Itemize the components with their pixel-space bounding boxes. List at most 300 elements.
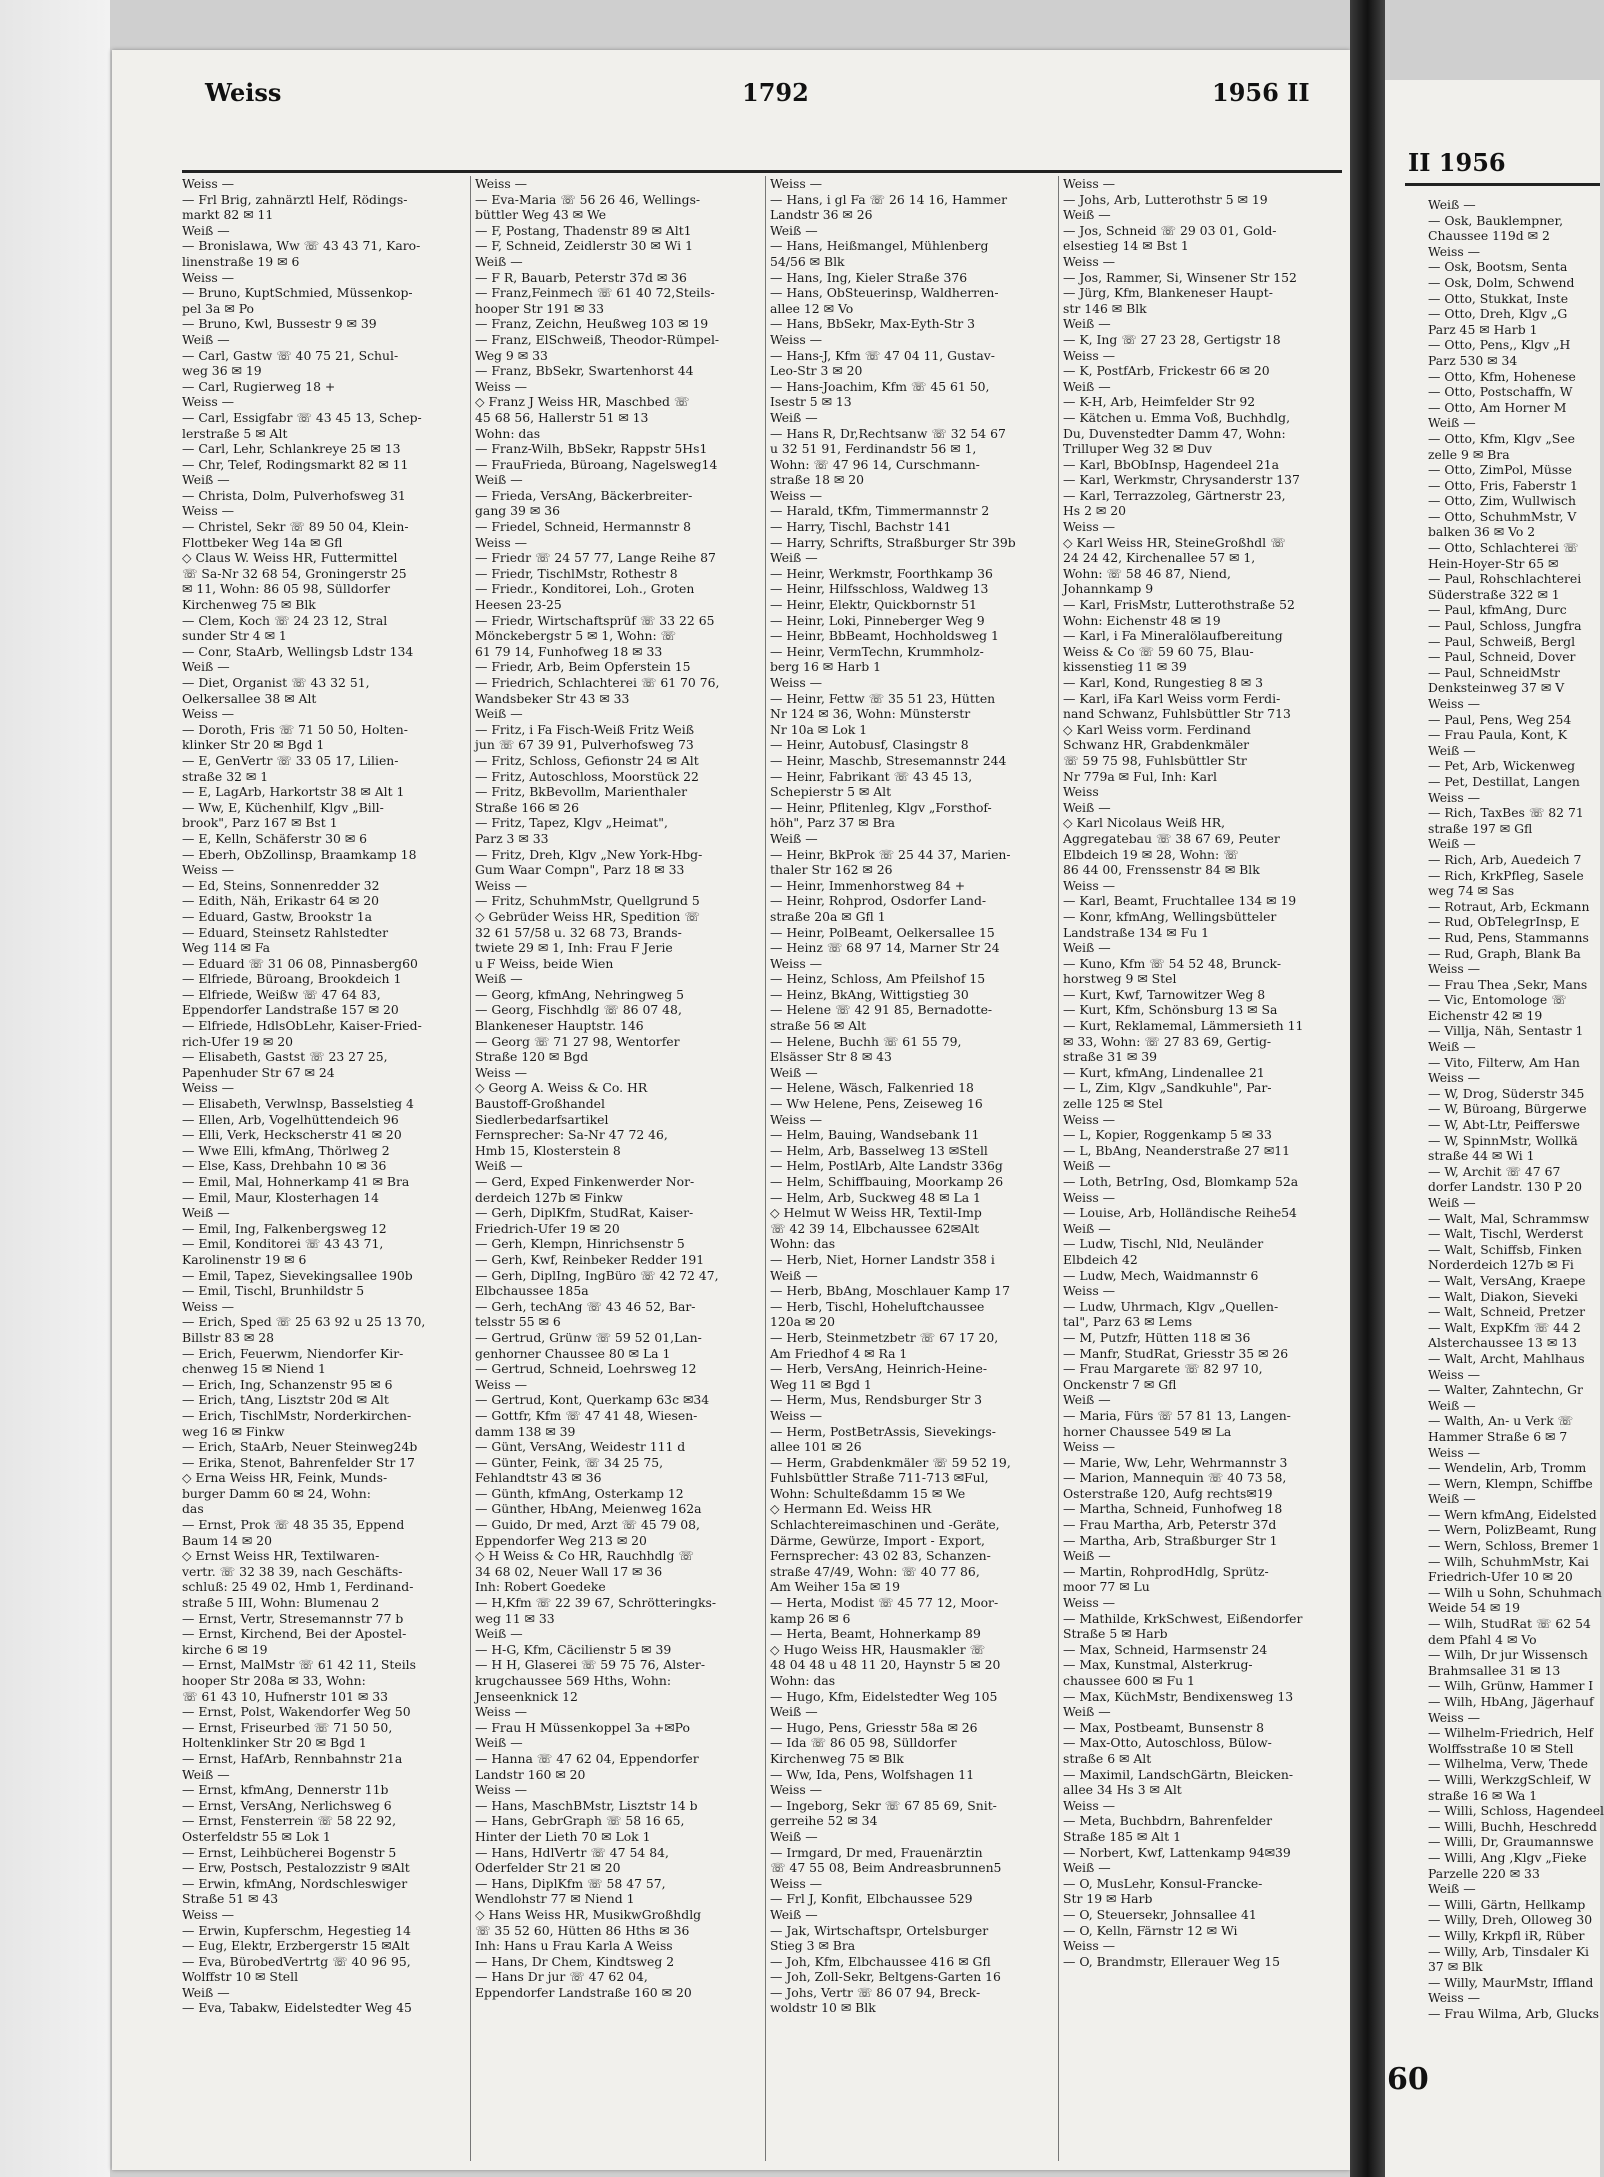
directory-entry-line: — Friedrich, Schlachterei ☏ 61 70 76, xyxy=(475,675,720,690)
directory-entry-line: — Walth, An- u Verk ☏ xyxy=(1428,1413,1574,1429)
directory-entry-line: — Walt, Schneid, Pretzer xyxy=(1428,1304,1586,1320)
directory-entry-line: — Eduard, Steinsetz Rahlstedter xyxy=(182,924,389,940)
directory-entry-line: — Fritz, BkBevollm, Marienthaler xyxy=(475,784,688,800)
directory-entry-line: — Elisabeth, Gastst ☏ 23 27 25, xyxy=(182,1049,388,1065)
directory-entry-line: allee 101 ✉ 26 xyxy=(770,1439,862,1455)
directory-entry-line: — Helm, PostlArb, Alte Landstr 336g xyxy=(770,1158,1003,1174)
directory-entry-line: Weiss — xyxy=(475,1782,528,1798)
directory-entry-line: — Otto, Zim, Wullwisch xyxy=(1428,493,1576,509)
directory-entry-line: Weiß — xyxy=(1063,1220,1111,1236)
directory-entry-line: Schlachtereimaschinen und -Geräte, xyxy=(770,1517,1000,1533)
directory-entry-line: — Max, KüchMstr, Bendixensweg 13 xyxy=(1063,1688,1294,1704)
directory-entry-line: Weiß — xyxy=(1428,197,1476,212)
directory-entry-line: elsestieg 14 ✉ Bst 1 xyxy=(1063,238,1189,254)
directory-entry-line: — Helene, Wäsch, Falkenried 18 xyxy=(770,1080,974,1096)
directory-entry-line: Weiss — xyxy=(770,176,823,191)
directory-entry-line: — L, Kopier, Roggenkamp 5 ✉ 33 xyxy=(1063,1127,1272,1143)
directory-entry-line: Weiss — xyxy=(770,675,823,690)
directory-entry-line: — Wilh, StudRat ☏ 62 54 xyxy=(1428,1616,1591,1632)
directory-entry-line: — Osk, Bootsm, Senta xyxy=(1428,259,1568,275)
directory-entry-line: — L, BbAng, Neanderstraße 27 ✉11 xyxy=(1063,1142,1290,1158)
directory-entry-line: — Ernst, Prok ☏ 48 35 35, Eppend xyxy=(182,1517,405,1533)
directory-entry-line: — Karl, i Fa Mineralölaufbereitung xyxy=(1063,628,1283,644)
directory-entry-line: — Villja, Näh, Sentastr 1 xyxy=(1428,1023,1584,1039)
directory-entry-line: — Willy, Krkpfl iR, Rüber xyxy=(1428,1927,1585,1943)
directory-entry-line: Baum 14 ✉ 20 xyxy=(182,1532,272,1548)
directory-entry-line: Weiß — xyxy=(182,331,230,347)
directory-entry-line: weg 36 ✉ 19 xyxy=(182,363,262,379)
directory-entry-line: — Paul, Pens, Weg 254 xyxy=(1428,711,1572,727)
directory-entry-line: — Edith, Näh, Erikastr 64 ✉ 20 xyxy=(182,893,380,909)
directory-entry-line: — K, Ing ☏ 27 23 28, Gertigstr 18 xyxy=(1063,331,1281,347)
directory-entry-line: — Erwin, kfmAng, Nordschleswiger xyxy=(182,1875,408,1891)
directory-entry-line: — Walt, Mal, Schrammsw xyxy=(1428,1210,1590,1226)
directory-entry-line: Weiss — xyxy=(1063,877,1116,893)
directory-entry-line: — Günter, Feink, ☏ 34 25 75, xyxy=(475,1454,664,1470)
directory-entry-line: — Johs, Arb, Lutterothstr 5 ✉ 19 xyxy=(1063,191,1268,207)
directory-entry-line: — Heinr, Werkmstr, Foorthkamp 36 xyxy=(770,565,993,581)
directory-entry-line: allee 12 ✉ Vo xyxy=(770,300,854,316)
directory-entry-line: ✉ 11, Wohn: 86 05 98, Sülldorfer xyxy=(182,581,390,597)
directory-entry-line: Därme, Gewürze, Import - Export, xyxy=(770,1532,985,1548)
directory-entry-line: — Johs, Vertr ☏ 86 07 94, Breck- xyxy=(770,1984,981,2000)
directory-entry-line: — Heinr, Rohprod, Osdorfer Land- xyxy=(770,893,987,909)
directory-entry-line: — Irmgard, Dr med, Frauenärztin xyxy=(770,1844,983,1860)
directory-entry-line: Weiß — xyxy=(1428,1039,1476,1055)
directory-entry-line: — Otto, Postschaffn, W xyxy=(1428,384,1573,400)
directory-entry-line: Weiß — xyxy=(1063,1860,1111,1876)
directory-entry-line: — Ernst, HafArb, Rennbahnstr 21a xyxy=(182,1750,403,1766)
directory-entry-line: berg 16 ✉ Harb 1 xyxy=(770,659,881,675)
directory-entry-line: — Heinz ☏ 68 97 14, Marner Str 24 xyxy=(770,940,1000,956)
directory-entry-line: — Erich, TischlMstr, Norderkirchen- xyxy=(182,1407,412,1423)
directory-entry-line: — Heinr, Immenhorstweg 84 + xyxy=(770,877,966,893)
directory-entry-line: — Hans, ObSteuerinsp, Waldherren- xyxy=(770,285,999,301)
directory-entry-line: — Wilh, Grünw, Hammer I xyxy=(1428,1678,1594,1694)
directory-entry-line: Wohn: ☏ 47 96 14, Curschmann- xyxy=(770,456,980,472)
directory-entry-line: — Walt, Archt, Mahlhaus xyxy=(1428,1350,1585,1366)
directory-entry-line: Weiss — xyxy=(1063,1938,1116,1954)
directory-entry-line: — Hans, MaschBMstr, Lisztstr 14 b xyxy=(475,1797,698,1813)
directory-entry-line: — Franz, ElSchweiß, Theodor-Rümpel- xyxy=(475,331,720,347)
directory-entry-line: — Manfr, StudRat, Griesstr 35 ✉ 26 xyxy=(1063,1345,1289,1361)
directory-entry-line: Weiss — xyxy=(475,1376,528,1392)
directory-entry-line: — Harry, Schrifts, Straßburger Str 39b xyxy=(770,534,1016,550)
directory-entry-line: — Elfriede, HdlsObLehr, Kaiser-Fried- xyxy=(182,1018,422,1034)
directory-entry-line: — Karl, Beamt, Fruchtallee 134 ✉ 19 xyxy=(1063,893,1297,909)
directory-entry-line: Weiß — xyxy=(182,1205,230,1221)
directory-entry-line: Elbchaussee 185a xyxy=(475,1283,589,1299)
directory-entry-line: — Marie, Ww, Lehr, Wehrmannstr 3 xyxy=(1063,1454,1288,1470)
directory-entry-line: Holtenklinker Str 20 ✉ Bgd 1 xyxy=(182,1735,367,1751)
directory-entry-line: — Hugo, Pens, Griesstr 58a ✉ 26 xyxy=(770,1719,978,1735)
directory-entry-line: — Willy, Dreh, Olloweg 30 xyxy=(1428,1912,1593,1928)
directory-entry-line: — Erwin, Kupferschm, Hegestieg 14 xyxy=(182,1922,412,1938)
directory-entry-line: — Osk, Dolm, Schwend xyxy=(1428,274,1575,290)
directory-entry-line: Weiss xyxy=(1063,784,1099,800)
directory-entry-line: Weiss — xyxy=(475,176,528,191)
directory-entry-line: — Kätchen u. Emma Voß, Buchhdlg, xyxy=(1063,409,1291,425)
directory-entry-line: straße 5 III, Wohn: Blumenau 2 xyxy=(182,1595,380,1611)
directory-entry-line: — Osk, Bauklempner, xyxy=(1428,212,1564,228)
directory-entry-line: — Wendelin, Arb, Tromm xyxy=(1428,1460,1587,1476)
directory-entry-line: — Fritz, SchuhmMstr, Quellgrund 5 xyxy=(475,893,700,909)
directory-entry-line: Eichenstr 42 ✉ 19 xyxy=(1428,1007,1543,1023)
directory-entry-line: Weiss — xyxy=(1063,1111,1116,1127)
directory-entry-line: — Helene, Buchh ☏ 61 55 79, xyxy=(770,1033,962,1049)
directory-entry-line: — Ernst, Leihbücherei Bogenstr 5 xyxy=(182,1844,397,1860)
directory-entry-line: — K, PostfArb, Frickestr 66 ✉ 20 xyxy=(1063,363,1270,379)
directory-entry-line: — Eva-Maria ☏ 56 26 46, Wellings- xyxy=(475,191,701,207)
directory-entry-line: — Christa, Dolm, Pulverhofsweg 31 xyxy=(182,487,406,503)
directory-entry-line: horstweg 9 ✉ Stel xyxy=(1063,971,1177,987)
directory-entry-line: — Paul, Rohschlachterei xyxy=(1428,571,1582,587)
directory-entry-line: Weiß — xyxy=(475,706,523,722)
directory-entry-line: Weiß — xyxy=(770,1906,818,1922)
directory-entry-line: Weiß — xyxy=(475,971,523,987)
directory-entry-line: Osterstraße 120, Aufg rechts✉19 xyxy=(1063,1485,1273,1501)
directory-entry-line: 54/56 ✉ Blk xyxy=(770,253,845,269)
directory-entry-line: — Heinr, Maschb, Stresemannstr 244 xyxy=(770,752,1007,768)
directory-entry-line: — Willy, MaurMstr, Iffland xyxy=(1428,1974,1594,1990)
directory-entry-line: — Wilh, SchuhmMstr, Kai xyxy=(1428,1553,1589,1569)
directory-entry-line: — Friedel, Schneid, Hermannstr 8 xyxy=(475,519,691,535)
directory-entry-line: 45 68 56, Hallerstr 51 ✉ 13 xyxy=(475,409,649,425)
directory-entry-line: — Karl, Kond, Rungestieg 8 ✉ 3 xyxy=(1063,675,1263,690)
directory-entry-line: Hmb 15, Klosterstein 8 xyxy=(475,1142,621,1158)
directory-entry-line: weg 16 ✉ Finkw xyxy=(182,1423,285,1439)
directory-entry-line: — Erich, tAng, Lisztstr 20d ✉ Alt xyxy=(182,1392,389,1408)
directory-entry-line: Weiss — xyxy=(1428,961,1481,977)
directory-entry-line: Straße 185 ✉ Alt 1 xyxy=(1063,1828,1181,1844)
directory-entry-line: — Martha, Arb, Straßburger Str 1 xyxy=(1063,1532,1278,1548)
directory-entry-line: Kirchenweg 75 ✉ Blk xyxy=(182,597,316,613)
directory-entry-line: Weiß — xyxy=(770,222,818,238)
directory-entry-line: Friedrich-Ufer 10 ✉ 20 xyxy=(1428,1569,1573,1585)
running-head-year: 1956 II xyxy=(1212,78,1310,107)
directory-entry-line: Wendlohstr 77 ✉ Niend 1 xyxy=(475,1891,635,1907)
directory-entry-line: — Karl, Werkmstr, Chrysanderstr 137 xyxy=(1063,472,1300,488)
directory-entry-line: — Georg, Fischhdlg ☏ 86 07 48, xyxy=(475,1002,682,1018)
directory-entry-line: — Clem, Koch ☏ 24 23 12, Stral xyxy=(182,612,388,628)
directory-entry-line: — Pet, Arb, Wickenweg xyxy=(1428,758,1576,774)
directory-entry-line: Weiß — xyxy=(475,1735,523,1751)
directory-entry-line: damm 138 ✉ 39 xyxy=(475,1423,576,1439)
directory-entry-line: Weiß — xyxy=(1428,415,1476,431)
directory-entry-line: — Ww Helene, Pens, Zeiseweg 16 xyxy=(770,1096,983,1112)
directory-entry-line: Am Weiher 15a ✉ 19 xyxy=(770,1579,901,1595)
directory-entry-line: — Otto, Am Horner M xyxy=(1428,399,1567,415)
directory-entry-line: tal", Parz 63 ✉ Lems xyxy=(1063,1314,1193,1330)
directory-entry-line: ◇ Ernst Weiss HR, Textilwaren- xyxy=(182,1548,380,1564)
directory-entry-line: — Carl, Lehr, Schlankreye 25 ✉ 13 xyxy=(182,441,401,457)
column-divider xyxy=(765,176,766,2161)
directory-entry-line: — Fritz, Tapez, Klgv „Heimat", xyxy=(475,815,668,831)
directory-entry-line: — Bruno, KuptSchmied, Müssenkop- xyxy=(182,285,413,301)
directory-entry-line: — Guido, Dr med, Arzt ☏ 45 79 08, xyxy=(475,1517,700,1533)
directory-entry-line: — Georg, kfmAng, Nehringweg 5 xyxy=(475,986,684,1002)
directory-entry-line: — Vito, Filterw, Am Han xyxy=(1428,1054,1580,1070)
directory-entry-line: ◇ Erna Weiss HR, Feink, Munds- xyxy=(182,1470,388,1486)
directory-entry-line: Leo-Str 3 ✉ 20 xyxy=(770,363,863,379)
directory-entry-line: Inh: Hans u Frau Karla A Weiss xyxy=(475,1938,673,1954)
directory-entry-line: Weiss — xyxy=(475,378,528,394)
directory-entry-line: Weiss — xyxy=(1428,243,1481,259)
directory-entry-line: — Louise, Arb, Holländische Reihe54 xyxy=(1063,1205,1297,1221)
directory-entry-line: — Ludw, Tischl, Nld, Neuländer xyxy=(1063,1236,1264,1252)
directory-entry-line: Weiß — xyxy=(475,472,523,488)
directory-entry-line: — Elfriede, Büroang, Brookdeich 1 xyxy=(182,971,402,987)
directory-entry-line: — Otto, Kfm, Klgv „See xyxy=(1428,430,1575,446)
directory-entry-line: — Friedr, Arb, Beim Opferstein 15 xyxy=(475,659,691,675)
directory-entry-line: Weiß — xyxy=(1428,742,1476,758)
directory-entry-line: Schwanz HR, Grabdenkmäler xyxy=(1063,737,1250,753)
directory-entry-line: allee 34 Hs 3 ✉ Alt xyxy=(1063,1782,1182,1798)
directory-entry-line: — Heinr, Fettw ☏ 35 51 23, Hütten xyxy=(770,690,996,706)
directory-entry-line: Wohn: das xyxy=(770,1673,836,1688)
directory-entry-line: — Martin, RohprodHdlg, Sprütz- xyxy=(1063,1563,1269,1579)
directory-entry-line: ☏ 42 39 14, Elbchaussee 62✉Alt xyxy=(770,1220,980,1236)
directory-entry-line: — Frau Margarete ☏ 82 97 10, xyxy=(1063,1361,1263,1377)
directory-entry-line: — Diet, Organist ☏ 43 32 51, xyxy=(182,675,370,690)
directory-entry-line: weg 74 ✉ Sas xyxy=(1428,883,1515,899)
directory-entry-line: sunder Str 4 ✉ 1 xyxy=(182,628,287,644)
directory-entry-line: ✉ 33, Wohn: ☏ 27 83 69, Gertig- xyxy=(1063,1033,1272,1049)
directory-entry-line: — Doroth, Fris ☏ 71 50 50, Holten- xyxy=(182,721,408,737)
directory-entry-line: kirche 6 ✉ 19 xyxy=(182,1641,268,1657)
directory-entry-line: — Rich, TaxBes ☏ 82 71 xyxy=(1428,805,1584,821)
directory-entry-line: Weiß — xyxy=(770,409,818,425)
directory-entry-line: — F R, Bauarb, Peterstr 37d ✉ 36 xyxy=(475,269,687,285)
directory-entry-line: — Wern kfmAng, Eidelsted xyxy=(1428,1506,1597,1522)
directory-entry-line: — Bronislawa, Ww ☏ 43 43 71, Karo- xyxy=(182,238,421,254)
directory-entry-line: Weiß — xyxy=(182,222,230,238)
directory-entry-line: — Kurt, Reklamemal, Lämmersieth 11 xyxy=(1063,1018,1304,1034)
directory-entry-line: Weiß — xyxy=(1063,207,1111,223)
directory-entry-line: — Heinr, BbBeamt, Hochholdsweg 1 xyxy=(770,628,999,644)
directory-entry-line: — Heinr, Pflitenleg, Klgv „Forsthof- xyxy=(770,799,992,815)
directory-entry-line: woldstr 10 ✉ Blk xyxy=(770,2000,876,2016)
directory-entry-line: Oderfelder Str 21 ✉ 20 xyxy=(475,1860,621,1876)
directory-entry-line: — Heinz, Schloss, Am Pfeilshof 15 xyxy=(770,971,986,987)
directory-entry-line: Parz 45 ✉ Harb 1 xyxy=(1428,321,1538,337)
directory-entry-line: — Helm, Bauing, Wandsebank 11 xyxy=(770,1127,980,1143)
directory-entry-line: — Ida ☏ 86 05 98, Sülldorfer xyxy=(770,1735,957,1751)
directory-entry-line: markt 82 ✉ 11 xyxy=(182,207,274,223)
directory-entry-line: 48 04 48 u 48 11 20, Haynstr 5 ✉ 20 xyxy=(770,1657,1001,1673)
directory-entry-line: genhorner Chaussee 80 ✉ La 1 xyxy=(475,1345,671,1361)
directory-entry-line: — Erich, Ing, Schanzenstr 95 ✉ 6 xyxy=(182,1376,393,1392)
directory-entry-line: Stieg 3 ✉ Bra xyxy=(770,1938,856,1954)
directory-entry-line: — Herb, VersAng, Heinrich-Heine- xyxy=(770,1361,988,1377)
directory-column-4 xyxy=(1063,176,1348,2161)
directory-entry-line: — W, Archit ☏ 47 67 xyxy=(1428,1163,1561,1179)
directory-entry-line: Weiss — xyxy=(182,862,235,878)
directory-entry-line: Weiss — xyxy=(182,1080,235,1096)
directory-entry-line: Weiss — xyxy=(1063,1797,1116,1813)
directory-entry-line: Fernsprecher: 43 02 83, Schanzen- xyxy=(770,1548,991,1564)
directory-entry-line: — Jos, Rammer, Si, Winsener Str 152 xyxy=(1063,269,1297,285)
directory-entry-line: Weiß — xyxy=(1428,1397,1476,1413)
directory-entry-line: — Hans, Heißmangel, Mühlenberg xyxy=(770,238,989,254)
directory-entry-line: ◇ Georg A. Weiss & Co. HR xyxy=(475,1080,648,1096)
directory-entry-line: — Gottfr, Kfm ☏ 47 41 48, Wiesen- xyxy=(475,1407,698,1423)
directory-entry-line: — Heinr, Loki, Pinneberger Weg 9 xyxy=(770,612,985,628)
directory-entry-line: — Harald, tKfm, Timmermannstr 2 xyxy=(770,503,990,519)
directory-entry-line: — Heinr, PolBeamt, Oelkersallee 15 xyxy=(770,924,995,940)
directory-entry-line: — Ingeborg, Sekr ☏ 67 85 69, Snit- xyxy=(770,1797,997,1813)
directory-entry-line: — Rud, ObTelegrInsp, E xyxy=(1428,914,1580,930)
directory-entry-line: — Christel, Sekr ☏ 89 50 04, Klein- xyxy=(182,519,409,535)
directory-entry-line: Elbdeich 19 ✉ 28, Wohn: ☏ xyxy=(1063,846,1239,862)
directory-entry-line: — Gerh, Klempn, Hinrichsenstr 5 xyxy=(475,1236,685,1252)
directory-entry-line: — Kurt, Kfm, Schönsburg 13 ✉ Sa xyxy=(1063,1002,1278,1018)
directory-entry-line: — Elfriede, Weißw ☏ 47 64 83, xyxy=(182,986,381,1002)
directory-entry-line: — Hans, GebrGraph ☏ 58 16 65, xyxy=(475,1813,685,1829)
book-gutter xyxy=(1350,0,1385,2177)
directory-entry-line: Du, Duvenstedter Damm 47, Wohn: xyxy=(1063,425,1286,441)
directory-entry-line: Weg 114 ✉ Fa xyxy=(182,940,270,956)
directory-entry-line: — Herb, Tischl, Hoheluftchaussee xyxy=(770,1298,985,1314)
directory-entry-line: gerreihe 52 ✉ 34 xyxy=(770,1813,878,1829)
directory-entry-line: — Wilh, HbAng, Jägerhauf xyxy=(1428,1694,1594,1709)
directory-entry-line: — Elisabeth, Verwlnsp, Basselstieg 4 xyxy=(182,1096,414,1112)
directory-entry-line: — Paul, Schneid, Dover xyxy=(1428,649,1576,665)
directory-entry-line: — Wern, Schloss, Bremer 1 xyxy=(1428,1538,1600,1554)
directory-entry-line: — Jürg, Kfm, Blankeneser Haupt- xyxy=(1063,285,1273,301)
directory-entry-line: straße 197 ✉ Gfl xyxy=(1428,820,1533,836)
directory-entry-line: Alsterchaussee 13 ✉ 13 xyxy=(1428,1335,1577,1351)
directory-entry-line: Nr 124 ✉ 36, Wohn: Münsterstr xyxy=(770,706,971,722)
directory-entry-line: Weiß — xyxy=(182,1984,230,2000)
directory-entry-line: Aggregatebau ☏ 38 67 69, Peuter xyxy=(1063,830,1280,846)
directory-entry-line: Weiss — xyxy=(1428,1709,1481,1725)
directory-entry-line: Weiss — xyxy=(1063,253,1116,269)
directory-entry-line: — Mathilde, KrkSchwest, Eißendorfer xyxy=(1063,1610,1303,1626)
directory-entry-line: — Emil, Mal, Hohnerkamp 41 ✉ Bra xyxy=(182,1174,410,1189)
directory-entry-line: Weiss — xyxy=(1063,1439,1116,1455)
directory-entry-line: — Heinr, Fabrikant ☏ 43 45 13, xyxy=(770,768,973,784)
directory-entry-line: — Ernst, Vertr, Stresemannstr 77 b xyxy=(182,1610,404,1626)
directory-entry-line: — F, Schneid, Zeidlerstr 30 ✉ Wi 1 xyxy=(475,238,693,254)
directory-entry-line: — Karl, BbObInsp, Hagendeel 21a xyxy=(1063,456,1279,472)
directory-entry-line: Wandsbeker Str 43 ✉ 33 xyxy=(475,690,630,706)
directory-entry-line: — H-G, Kfm, Cäcilienstr 5 ✉ 39 xyxy=(475,1641,672,1657)
directory-entry-line: Weiss — xyxy=(770,1111,823,1127)
directory-entry-line: — Rotraut, Arb, Eckmann xyxy=(1428,898,1590,914)
directory-entry-line: Weiss — xyxy=(1063,1283,1116,1299)
directory-entry-line: — Walt, Schiffsb, Finken xyxy=(1428,1241,1582,1257)
directory-entry-line: twiete 29 ✉ 1, Inh: Frau F Jerie xyxy=(475,940,673,956)
directory-entry-line: Weiss — xyxy=(1428,1366,1481,1382)
directory-entry-line: Hs 2 ✉ 20 xyxy=(1063,503,1127,519)
directory-entry-line: Süderstraße 322 ✉ 1 xyxy=(1428,586,1560,602)
directory-entry-line: — Jos, Schneid ☏ 29 03 01, Gold- xyxy=(1063,222,1277,238)
directory-entry-line: — Willi, Buchh, Heschredd xyxy=(1428,1818,1597,1834)
directory-entry-line: — Friedr ☏ 24 57 77, Lange Reihe 87 xyxy=(475,550,716,566)
directory-entry-line: — Karl, iFa Karl Weiss vorm Ferdi- xyxy=(1063,690,1281,706)
directory-entry-line: — Heinr, BkProk ☏ 25 44 37, Marien- xyxy=(770,846,1011,862)
directory-entry-line: — Wilh, Dr jur Wissensch xyxy=(1428,1647,1588,1663)
directory-entry-line: — Hans-J, Kfm ☏ 47 04 11, Gustav- xyxy=(770,347,995,363)
directory-entry-line: hooper Str 208a ✉ 33, Wohn: xyxy=(182,1673,366,1688)
directory-entry-line: — Herb, Steinmetzbetr ☏ 67 17 20, xyxy=(770,1329,999,1345)
directory-entry-line: — Heinr, Hilfsschloss, Waldweg 13 xyxy=(770,581,989,597)
directory-entry-line: — F, Postang, Thadenstr 89 ✉ Alt1 xyxy=(475,222,692,238)
directory-entry-line: Osterfeldstr 55 ✉ Lok 1 xyxy=(182,1828,331,1844)
directory-entry-line: ◇ Karl Weiss HR, SteineGroßhdl ☏ xyxy=(1063,534,1286,550)
directory-entry-line: ☏ 35 52 60, Hütten 86 Hths ✉ 36 xyxy=(475,1922,690,1938)
directory-column-1 xyxy=(182,176,467,2161)
directory-entry-line: — Erika, Stenot, Bahrenfelder Str 17 xyxy=(182,1454,415,1470)
directory-entry-line: — Maximil, LandschGärtn, Bleicken- xyxy=(1063,1766,1294,1782)
directory-entry-line: Straße 51 ✉ 43 xyxy=(182,1891,279,1907)
directory-entry-line: Baustoff-Großhandel xyxy=(475,1096,605,1112)
directory-entry-line: Weiss — xyxy=(182,706,235,722)
directory-column-3 xyxy=(770,176,1055,2161)
directory-entry-line: — Eug, Elektr, Erzbergerstr 15 ✉Alt xyxy=(182,1938,410,1954)
directory-entry-line: ◇ Helmut W Weiss HR, Textil-Imp xyxy=(770,1205,982,1221)
directory-entry-line: Weiss — xyxy=(770,1875,823,1891)
directory-entry-line: — Günt, VersAng, Weidestr 111 d xyxy=(475,1439,686,1455)
directory-entry-line: chenweg 15 ✉ Niend 1 xyxy=(182,1361,326,1377)
directory-entry-line: hooper Str 191 ✉ 33 xyxy=(475,300,605,316)
directory-entry-line: — Gerh, DiplIng, IngBüro ☏ 42 72 47, xyxy=(475,1267,719,1283)
directory-entry-line: — Maria, Fürs ☏ 57 81 13, Langen- xyxy=(1063,1407,1291,1423)
directory-entry-line: — O, Kelln, Färnstr 12 ✉ Wi xyxy=(1063,1922,1238,1938)
directory-entry-line: — Gertrud, Kont, Querkamp 63c ✉34 xyxy=(475,1392,710,1408)
directory-entry-line: — Wern, Klempn, Schiffbe xyxy=(1428,1475,1593,1491)
page-number: 1792 xyxy=(742,78,809,107)
directory-entry-line: — Gerd, Exped Finkenwerder Nor- xyxy=(475,1174,695,1189)
directory-entry-line: Fernsprecher: Sa-Nr 47 72 46, xyxy=(475,1127,668,1143)
directory-entry-line: lerstraße 5 ✉ Alt xyxy=(182,425,288,441)
directory-entry-line: — W, Büroang, Bürgerwe xyxy=(1428,1101,1587,1117)
directory-entry-line: Weiß — xyxy=(182,1766,230,1782)
directory-entry-line: — Wwe Elli, kfmAng, Thörlweg 2 xyxy=(182,1142,390,1158)
directory-entry-line: Weiss — xyxy=(1428,1990,1481,2006)
directory-entry-line: — Friedr, Wirtschaftsprüf ☏ 33 22 65 xyxy=(475,612,715,628)
directory-entry-line: — H H, Glaserei ☏ 59 75 76, Alster- xyxy=(475,1657,706,1673)
directory-entry-line: — Ernst, Fensterrein ☏ 58 22 92, xyxy=(182,1813,397,1829)
directory-column-2 xyxy=(475,176,760,2161)
directory-entry-line: Nr 10a ✉ Lok 1 xyxy=(770,721,868,737)
directory-entry-line: ◇ Gebrüder Weiss HR, Spedition ☏ xyxy=(475,908,700,924)
directory-entry-line: Weiß — xyxy=(770,550,818,566)
directory-entry-line: — Max-Otto, Autoschloss, Bülow- xyxy=(1063,1735,1272,1751)
directory-entry-line: — W, SpinnMstr, Wollkä xyxy=(1428,1132,1578,1148)
directory-entry-line: — Günther, HbAng, Meienweg 162a xyxy=(475,1501,702,1517)
directory-entry-line: — Emil, Tapez, Sievekingsallee 190b xyxy=(182,1267,413,1283)
directory-entry-line: — Heinr, VermTechn, Krummholz- xyxy=(770,643,984,659)
directory-entry-line: — Georg ☏ 71 27 98, Wentorfer xyxy=(475,1033,680,1049)
directory-entry-line: — Gerh, DiplKfm, StudRat, Kaiser- xyxy=(475,1205,694,1221)
directory-entry-line: — Hans, DiplKfm ☏ 58 47 57, xyxy=(475,1875,666,1891)
directory-entry-line: Wolffstr 10 ✉ Stell xyxy=(182,1969,299,1985)
directory-entry-line: Weiss — xyxy=(182,1906,235,1922)
directory-entry-line: Weiß — xyxy=(1428,1881,1476,1897)
directory-entry-line: Karolinenstr 19 ✉ 6 xyxy=(182,1251,307,1267)
directory-entry-line: — Max, Kunstmal, Alsterkrug- xyxy=(1063,1657,1253,1673)
directory-entry-line: Hinter der Lieth 70 ✉ Lok 1 xyxy=(475,1828,651,1844)
directory-entry-line: — Heinr, Autobusf, Clasingstr 8 xyxy=(770,737,969,753)
directory-entry-line: — Helm, Arb, Suckweg 48 ✉ La 1 xyxy=(770,1189,981,1205)
directory-entry-line: Heesen 23-25 xyxy=(475,597,562,613)
directory-entry-line: Weiss — xyxy=(475,534,528,550)
directory-entry-line: — Willy, Arb, Tinsdaler Ki xyxy=(1428,1943,1589,1959)
directory-entry-line: Parz 530 ✉ 34 xyxy=(1428,352,1518,368)
right-header-rule xyxy=(1405,183,1600,186)
